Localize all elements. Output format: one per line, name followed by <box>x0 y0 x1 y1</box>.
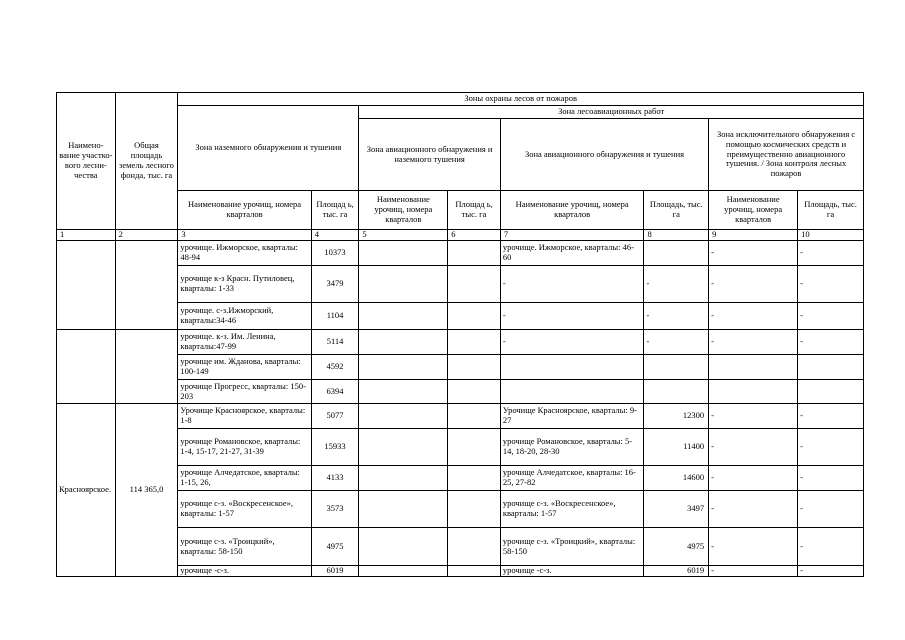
cell-ag-name <box>359 404 448 429</box>
cell-ag-area <box>448 266 501 303</box>
header-col-area-ag: Площад ь, тыс. га <box>448 191 501 230</box>
cell-ag-name <box>359 491 448 528</box>
cell-ag-name <box>359 266 448 303</box>
cell-space-area: - <box>798 491 864 528</box>
cell-ground-area: 5077 <box>311 404 359 429</box>
district-cell-empty <box>57 241 116 330</box>
cell-ground-area: 4133 <box>311 466 359 491</box>
header-avia-zone: Зона авиационного обнаружения и тушения <box>500 119 708 191</box>
cell-space-name <box>709 380 798 404</box>
cell-space-name: - <box>709 528 798 566</box>
cell-ag-area <box>448 330 501 355</box>
header-col-area-ground: Площад ь, тыс. га <box>311 191 359 230</box>
cell-space-area: - <box>798 566 864 577</box>
cell-ag-name <box>359 303 448 330</box>
table-row <box>57 380 864 404</box>
header-col-area-avia: Площадь, тыс. га <box>644 191 709 230</box>
cell-space-area: - <box>798 330 864 355</box>
table-row <box>57 266 864 303</box>
cell-ag-area <box>448 241 501 266</box>
cell-avia-name: Урочище Красноярское, кварталы: 9-27 <box>500 404 644 429</box>
cell-avia-name: урочище -с-з. <box>500 566 644 577</box>
header-ground-zone: Зона наземного обнаружения и тушения <box>178 106 359 191</box>
cell-avia-name: - <box>500 266 644 303</box>
table-row <box>57 355 864 380</box>
table-row <box>57 404 864 429</box>
cell-ground-name: урочище с-з. «Воскресенское», кварталы: 1-57 <box>178 491 311 528</box>
cell-space-name: - <box>709 429 798 466</box>
cell-space-area: - <box>798 266 864 303</box>
cell-ground-name: урочище с-з. «Троицкий», кварталы: 58-150 <box>178 528 311 566</box>
cell-avia-area: 12300 <box>644 404 709 429</box>
header-col-name-ground: Наименование урочищ, номера кварталов <box>178 191 311 230</box>
cell-avia-area <box>644 355 709 380</box>
cell-ag-name <box>359 355 448 380</box>
cell-ground-area: 15933 <box>311 429 359 466</box>
cell-space-area: - <box>798 303 864 330</box>
header-col-name-ag: Наименование урочищ, номера кварталов <box>359 191 448 230</box>
cell-ground-area: 3479 <box>311 266 359 303</box>
cell-avia-area: 6019 <box>644 566 709 577</box>
cell-avia-area: 4975 <box>644 528 709 566</box>
cell-ag-area <box>448 466 501 491</box>
cell-ag-area <box>448 528 501 566</box>
header-col-name-avia: Наименование урочищ, номера кварталов <box>500 191 644 230</box>
column-number: 4 <box>311 230 359 241</box>
cell-avia-area: - <box>644 266 709 303</box>
cell-ground-name: урочище Прогресс, кварталы: 150-203 <box>178 380 311 404</box>
cell-ground-area: 3573 <box>311 491 359 528</box>
table-row <box>57 429 864 466</box>
cell-avia-name: урочище. Ижморское, кварталы: 46-60 <box>500 241 644 266</box>
cell-space-area <box>798 380 864 404</box>
header-space-zone: Зона исключительного обнаружения с помощью космических средств и преимущественно авиационного тушения. / Зона контроля лесных пожаров <box>709 119 864 191</box>
cell-ground-name: урочище к-з Красн. Путиловец, кварталы: 1-33 <box>178 266 311 303</box>
cell-avia-area <box>644 380 709 404</box>
header-zones-title: Зоны охраны лесов от пожаров <box>178 93 864 106</box>
cell-ag-area <box>448 303 501 330</box>
cell-avia-name: урочище Романовское, кварталы: 5-14, 18-20, 28-30 <box>500 429 644 466</box>
cell-ground-name: урочище. с-з.Ижморский, кварталы:34-46 <box>178 303 311 330</box>
header-col-name-space: Наименование урочищ, номера кварталов <box>709 191 798 230</box>
header-aviation-works: Зона лесоавиационных работ <box>359 106 864 119</box>
table-row <box>57 566 864 577</box>
cell-ground-name: урочище. Ижморское, кварталы: 48-94 <box>178 241 311 266</box>
cell-avia-name: урочище Алчедатское, кварталы: 16-25, 27-82 <box>500 466 644 491</box>
area-cell-empty <box>115 241 178 330</box>
column-number: 1 <box>57 230 116 241</box>
cell-avia-area: 3497 <box>644 491 709 528</box>
cell-ag-area <box>448 491 501 528</box>
cell-ag-name <box>359 241 448 266</box>
cell-ground-name: урочище Романовское, кварталы: 1-4, 15-17, 21-27, 31-39 <box>178 429 311 466</box>
cell-space-name: - <box>709 491 798 528</box>
cell-ground-area: 5114 <box>311 330 359 355</box>
cell-space-name <box>709 355 798 380</box>
column-number: 6 <box>448 230 501 241</box>
cell-ground-area: 4592 <box>311 355 359 380</box>
cell-space-name: - <box>709 303 798 330</box>
cell-avia-area <box>644 241 709 266</box>
header-avia-ground-zone: Зона авиационного обнаружения и наземного тушения <box>359 119 501 191</box>
cell-ag-name <box>359 330 448 355</box>
table-row <box>57 303 864 330</box>
cell-avia-name: урочище с-з. «Троицкий», кварталы: 58-150 <box>500 528 644 566</box>
header-name: Наимено-вание участко-вого лесни-чества <box>57 93 116 230</box>
cell-ground-name: урочище им. Жданова, кварталы: 100-149 <box>178 355 311 380</box>
cell-space-name: - <box>709 566 798 577</box>
cell-space-area <box>798 355 864 380</box>
cell-space-name: - <box>709 241 798 266</box>
column-number: 3 <box>178 230 311 241</box>
cell-ground-area: 6019 <box>311 566 359 577</box>
cell-ground-name: урочище Алчедатское, кварталы: 1-15, 26, <box>178 466 311 491</box>
table-row <box>57 528 864 566</box>
cell-space-name: - <box>709 266 798 303</box>
district-name: Красноярское. <box>57 404 116 577</box>
cell-ag-name <box>359 380 448 404</box>
cell-space-area: - <box>798 404 864 429</box>
cell-ground-area: 1104 <box>311 303 359 330</box>
cell-ground-area: 10373 <box>311 241 359 266</box>
cell-avia-area: 14600 <box>644 466 709 491</box>
table-row <box>57 241 864 266</box>
table-row <box>57 330 864 355</box>
column-number: 10 <box>798 230 864 241</box>
area-cell-empty <box>115 330 178 404</box>
cell-space-name: - <box>709 330 798 355</box>
cell-avia-name <box>500 355 644 380</box>
cell-avia-name <box>500 380 644 404</box>
cell-space-name: - <box>709 404 798 429</box>
cell-ground-name: урочище -с-з. <box>178 566 311 577</box>
cell-space-area: - <box>798 241 864 266</box>
cell-ground-area: 6394 <box>311 380 359 404</box>
cell-ag-name <box>359 466 448 491</box>
district-cell-empty <box>57 330 116 404</box>
table-row <box>57 491 864 528</box>
cell-ag-name <box>359 528 448 566</box>
cell-ag-name <box>359 429 448 466</box>
cell-avia-area: - <box>644 303 709 330</box>
table-row <box>57 466 864 491</box>
cell-ag-area <box>448 566 501 577</box>
cell-space-area: - <box>798 429 864 466</box>
cell-ag-area <box>448 380 501 404</box>
cell-space-name: - <box>709 466 798 491</box>
cell-avia-name: - <box>500 330 644 355</box>
cell-ground-name: урочище. к-з. Им. Ленина, кварталы:47-99 <box>178 330 311 355</box>
cell-space-area: - <box>798 528 864 566</box>
cell-avia-area: - <box>644 330 709 355</box>
header-area: Общая площадь земель лесного фонда, тыс. га <box>115 93 178 230</box>
cell-avia-name: урочище с-з. «Воскресенское», кварталы: 1-57 <box>500 491 644 528</box>
header-col-area-space: Площадь, тыс. га <box>798 191 864 230</box>
column-number: 8 <box>644 230 709 241</box>
cell-ag-area <box>448 404 501 429</box>
cell-avia-name: - <box>500 303 644 330</box>
fire-zones-table <box>56 92 864 577</box>
cell-ag-area <box>448 355 501 380</box>
column-number: 2 <box>115 230 178 241</box>
cell-ground-name: Урочище Красноярское, кварталы: 1-8 <box>178 404 311 429</box>
column-number: 7 <box>500 230 644 241</box>
cell-ground-area: 4975 <box>311 528 359 566</box>
district-area: 114 365,0 <box>115 404 178 577</box>
cell-space-area: - <box>798 466 864 491</box>
column-number: 5 <box>359 230 448 241</box>
cell-ag-name <box>359 566 448 577</box>
column-number: 9 <box>709 230 798 241</box>
cell-avia-area: 11400 <box>644 429 709 466</box>
cell-ag-area <box>448 429 501 466</box>
